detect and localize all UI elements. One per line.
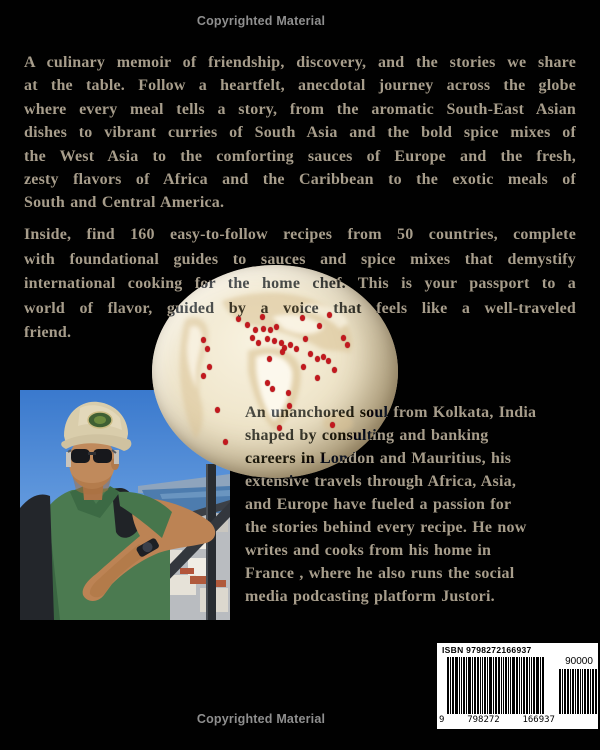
text-line: media podcasting platform Justori.: [245, 588, 495, 605]
text-line: A culinary memoir of friendship, discovery, and the stories we share: [24, 54, 576, 71]
barcode-block: [437, 643, 598, 729]
barcode-digit-group2: 166937: [522, 715, 555, 725]
travel-marker-dot: [280, 349, 285, 355]
text-line: shaped by consulting and banking: [245, 427, 489, 444]
copyright-watermark-top: Copyrighted Material: [196, 14, 326, 28]
text-line: zesty flavors of Africa and the Caribbean to the exotic meals of: [24, 171, 576, 189]
author-bio-paragraph: [245, 401, 575, 608]
barcode-digit-lead: 9: [439, 715, 445, 725]
travel-marker-dot: [267, 356, 272, 362]
text-line: Inside, find 160 easy-to-follow recipes from 50 countries, complete: [24, 226, 576, 243]
synopsis-paragraph: [24, 51, 576, 215]
barcode-price-code: 90000: [565, 656, 593, 667]
travel-marker-dot: [265, 380, 270, 386]
text-line: friend.: [24, 324, 72, 342]
text-line: careers in London and Mauritius, his: [245, 450, 512, 467]
travel-marker-dot: [315, 356, 320, 362]
copyright-watermark-bottom: Copyrighted Material: [196, 712, 326, 726]
text-line: the West Asia to the comforting sauces of Europe and the fresh,: [24, 147, 576, 165]
travel-marker-dot: [270, 386, 275, 392]
isbn-label: ISBN 9798272166937: [442, 645, 532, 655]
travel-marker-dot: [315, 375, 320, 381]
text-line: with foundational guides to sauces and spice mixes that demystify: [24, 250, 576, 268]
text-line: at the table. Follow a heartfelt, anecdotal journey across the globe: [24, 77, 576, 95]
text-line: South and Central America.: [24, 194, 225, 212]
text-line: international cooking for the home chef. This is your passport to a: [24, 275, 576, 293]
text-line: France , where he also runs the social: [245, 565, 515, 582]
barcode-digits: [439, 715, 555, 725]
travel-marker-dot: [201, 373, 206, 379]
text-line: extensive travels through Africa, Asia,: [245, 473, 517, 490]
text-line: An unanchored soul from Kolkata, India: [245, 404, 537, 421]
text-line: writes and cooks from his home in: [245, 542, 492, 559]
travel-marker-dot: [332, 367, 337, 373]
text-line: dishes to vibrant curries of South Asia and the bold spice mixes of: [24, 124, 576, 142]
recipes-paragraph: [24, 223, 576, 346]
barcode-digit-group1: 798272: [467, 715, 500, 725]
barcode-main-bars: [447, 657, 549, 714]
text-line: world of flavor, guided by a voice that feels like a well-traveled: [24, 299, 576, 317]
barcode-supplement-bars: [559, 669, 599, 714]
text-line: the stories behind every recipe. He now: [245, 519, 527, 536]
text-line: and Europe have fueled a passion for: [245, 496, 512, 513]
travel-marker-dot: [205, 346, 210, 352]
text-line: where every meal tells a story, from the aromatic South-East Asian: [24, 100, 576, 118]
